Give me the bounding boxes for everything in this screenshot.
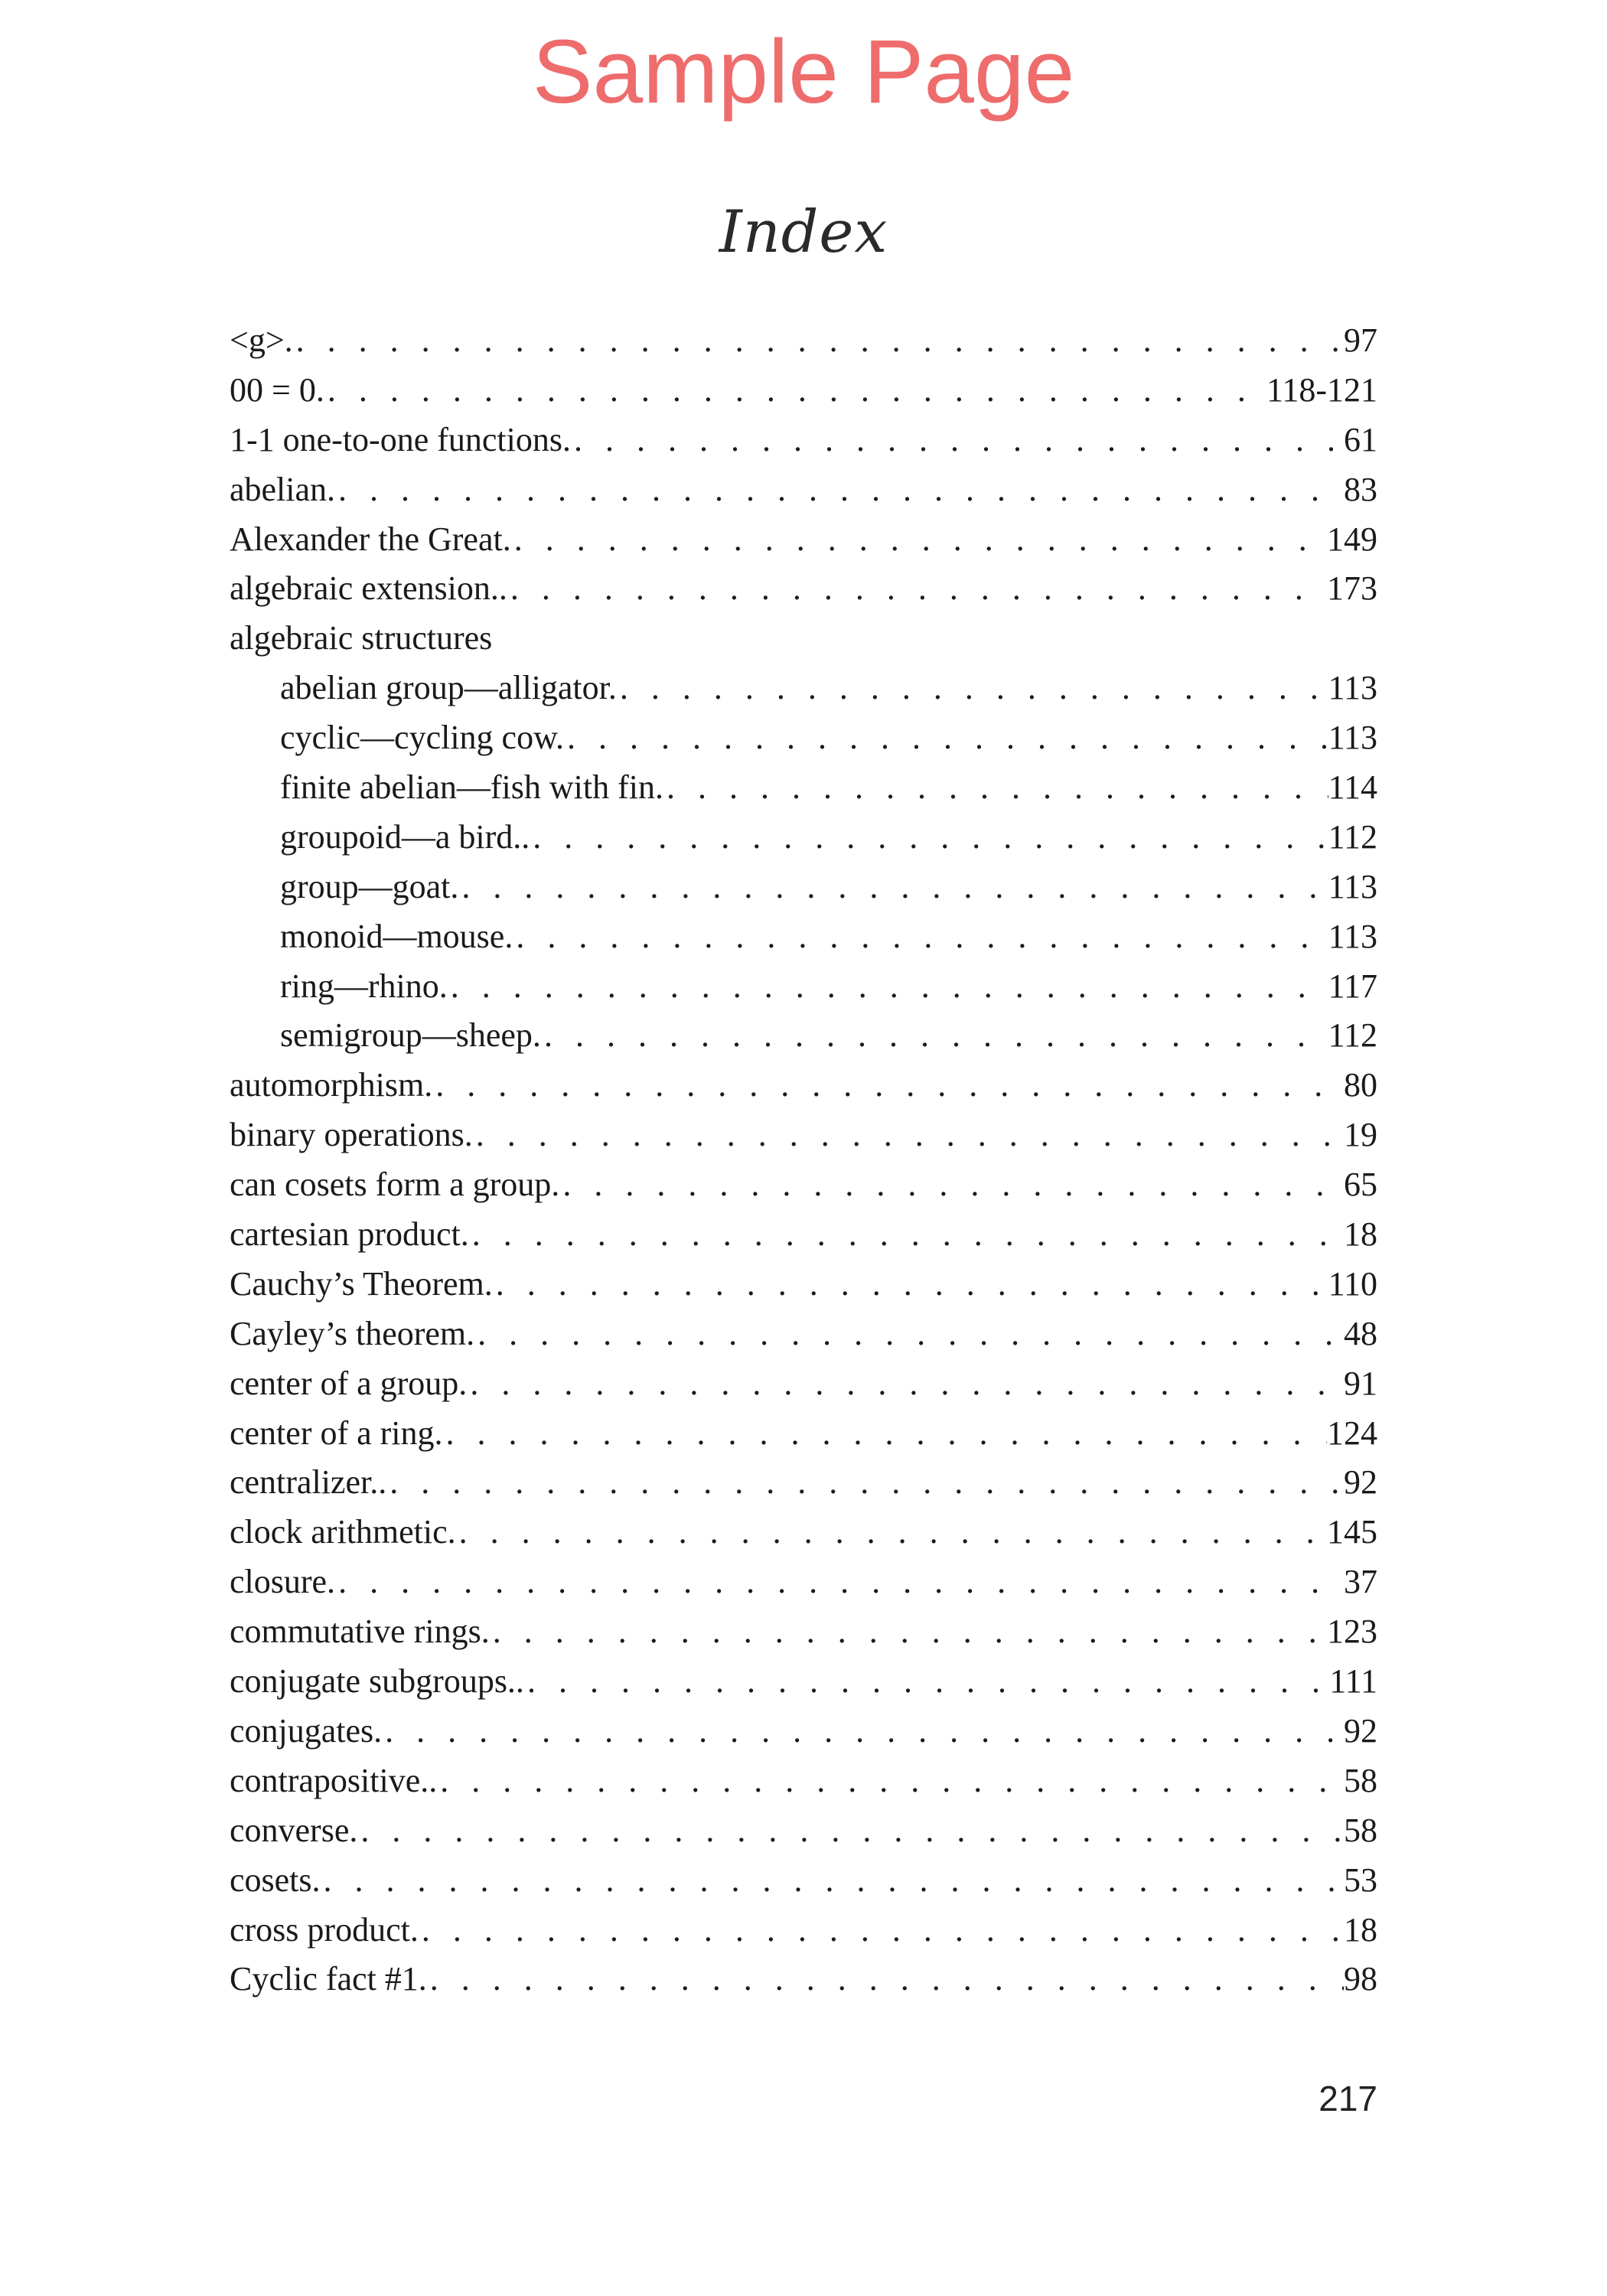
index-term: finite abelian—fish with fin. [280,768,663,807]
index-entry [230,1707,1377,1756]
index-subentry [230,664,1377,713]
index-entry [230,1260,1377,1309]
index-term: commutative rings. [230,1613,490,1651]
dot-leader [427,1955,1344,2004]
dot-leader [564,713,1328,763]
index-entry [230,1508,1377,1557]
dot-leader [335,465,1344,515]
dot-leader [524,1657,1329,1707]
index-page-reference: 113 [1328,917,1377,955]
index-entry [230,1955,1377,2004]
index-term: group—goat. [280,867,459,905]
index-entry [230,1856,1377,1906]
dot-leader [335,1557,1344,1607]
index-term: abelian. [230,470,336,508]
index-page-reference: 118-121 [1266,370,1377,409]
index-page-reference: 91 [1344,1364,1377,1402]
index-entry [230,564,1377,614]
index-term: Cayley’s theorem. [230,1314,475,1352]
index-entry [230,1607,1377,1657]
index-term: centralizer.. [230,1463,387,1502]
index-term: closure. [230,1563,336,1601]
index-subentry [230,713,1377,763]
index-page-reference: 112 [1328,1016,1377,1055]
index-term: algebraic structures [230,619,493,657]
index-term: converse. [230,1811,358,1849]
index-term: Alexander the Great. [230,520,511,558]
index-entry [230,1756,1377,1806]
index-entry [230,1657,1377,1707]
index-entry [230,515,1377,565]
index-page-reference: 123 [1327,1613,1377,1651]
index-entry [230,1160,1377,1210]
index-page-reference: 19 [1344,1116,1377,1154]
index-page-reference: 58 [1344,1761,1377,1799]
index-page-reference: 53 [1344,1861,1377,1899]
index-term: center of a ring. [230,1414,443,1452]
index-term: groupoid—a bird.. [280,817,530,856]
index-term: contrapositive.. [230,1761,438,1799]
dot-leader [386,1458,1344,1508]
dot-leader [493,1260,1328,1309]
index-term: Cauchy’s Theorem. [230,1264,493,1303]
dot-leader [382,1707,1344,1756]
index-entry [230,1557,1377,1607]
dot-leader [458,863,1328,912]
index-entry [230,1210,1377,1260]
dot-leader [511,515,1327,565]
dot-leader [469,1210,1344,1260]
index-page-reference: 124 [1327,1414,1377,1452]
index-entry [230,1806,1377,1856]
index-page-reference: 48 [1344,1314,1377,1352]
dot-leader [541,1011,1328,1061]
index-term: cartesian product. [230,1215,469,1254]
dot-leader [617,664,1328,713]
dot-leader [443,1409,1327,1459]
index-term: semigroup—sheep. [280,1016,541,1055]
index-subentry [230,763,1377,813]
index-page-reference: 111 [1329,1662,1377,1701]
dot-leader [513,912,1328,962]
index-subentry [230,1011,1377,1061]
dot-leader [432,1061,1344,1110]
index-page-reference: 113 [1328,669,1377,707]
index-page-reference: 92 [1344,1463,1377,1502]
index-subentry [230,813,1377,863]
index-entry [230,1906,1377,1955]
index-term: automorphism. [230,1066,433,1104]
index-page-reference: 37 [1344,1563,1377,1601]
dot-leader [456,1508,1327,1557]
dot-leader [559,1160,1344,1210]
index-term: <g>. [230,321,293,359]
dot-leader [448,962,1328,1012]
index-entry [230,1359,1377,1409]
index-page-reference: 83 [1344,470,1377,508]
dot-leader [530,813,1328,863]
index-term: binary operations. [230,1116,473,1154]
index-subentry [230,863,1377,912]
index-page-reference: 58 [1344,1811,1377,1849]
index-page-reference: 114 [1328,768,1377,807]
page-number: 217 [1319,2079,1377,2118]
index-page-reference: 113 [1328,719,1377,757]
index-term: Cyclic fact #1. [230,1960,427,1998]
index-term: cross product. [230,1910,419,1949]
index-term: abelian group—alligator. [280,669,617,707]
index-page-reference: 18 [1344,1910,1377,1949]
index-page-reference: 98 [1344,1960,1377,1998]
dot-leader [507,564,1327,614]
index-entry [230,614,1377,664]
index-entry [230,316,1377,366]
index-page-reference: 61 [1344,420,1377,458]
index-page-reference: 18 [1344,1215,1377,1254]
dot-leader [490,1607,1327,1657]
dot-leader [663,763,1328,813]
index-entry [230,1110,1377,1160]
index-page-reference: 65 [1344,1166,1377,1204]
index-term: algebraic extension.. [230,569,507,608]
index-term: cyclic—cycling cow. [280,719,564,757]
index-subentry [230,962,1377,1012]
index-term: 1-1 one-to-one functions. [230,420,571,458]
index-page-reference: 117 [1328,967,1377,1005]
index-term: center of a group. [230,1364,468,1402]
index-entry [230,1458,1377,1508]
index-term: cosets. [230,1861,321,1899]
index-page-reference: 110 [1328,1264,1377,1303]
index-entry [230,1061,1377,1110]
dot-leader [571,416,1344,465]
index-page-reference: 92 [1344,1711,1377,1750]
dot-leader [357,1806,1344,1856]
index-page-reference: 97 [1344,321,1377,359]
index-page-reference: 145 [1327,1513,1377,1551]
dot-leader [324,366,1266,416]
index-page-reference: 112 [1328,817,1377,856]
index-title: Index [719,197,888,266]
index-entry-list [230,316,1377,2004]
index-entry [230,465,1377,515]
dot-leader [467,1359,1344,1409]
dot-leader [473,1110,1344,1160]
index-term: conjugate subgroups.. [230,1662,524,1701]
index-page-reference: 80 [1344,1066,1377,1104]
index-entry [230,416,1377,465]
index-page-reference: 113 [1328,867,1377,905]
index-term: ring—rhino. [280,967,448,1005]
index-page-reference: 149 [1327,520,1377,558]
index-term: can cosets form a group. [230,1166,560,1204]
index-term: 00 = 0. [230,370,324,409]
index-term: clock arithmetic. [230,1513,456,1551]
index-entry [230,1409,1377,1459]
dot-leader [321,1856,1344,1906]
dot-leader [293,316,1344,366]
index-term: conjugates. [230,1711,383,1750]
sample-page-watermark: Sample Page [532,21,1075,122]
dot-leader [419,1906,1344,1955]
dot-leader [437,1756,1344,1806]
index-entry [230,1309,1377,1359]
index-subentry [230,912,1377,962]
index-term: monoid—mouse. [280,917,513,955]
index-page-reference: 173 [1327,569,1377,608]
dot-leader [474,1309,1344,1359]
index-entry [230,366,1377,416]
